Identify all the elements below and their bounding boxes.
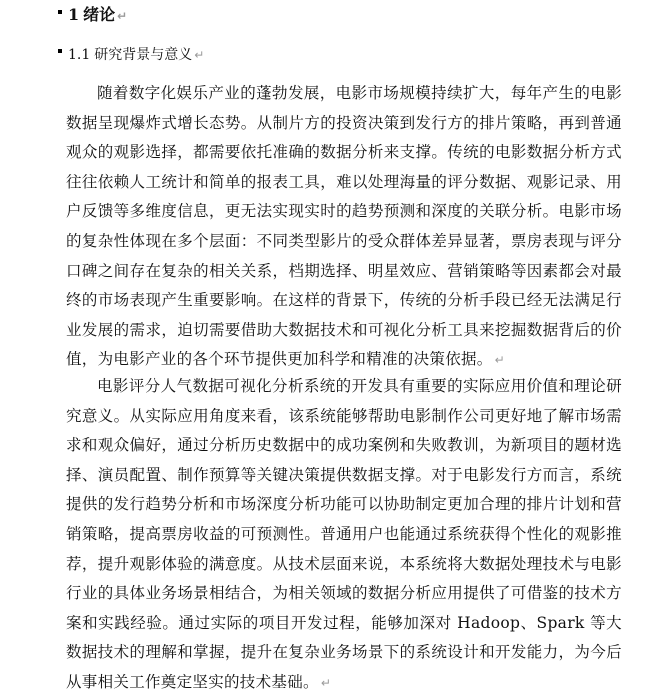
paragraph-bullet-icon <box>58 10 62 14</box>
paragraph-text: 随着数字化娱乐产业的蓬勃发展，电影市场规模持续扩大，每年产生的电影数据呈现爆炸式增长态势。从制片方的投资决策到发行方的排片策略，再到普通观众的观影选择，都需要依托准确的数据分析来支撑。传统的电影数据分析方式往往依赖人工统计和简单的报表工具，难以处理海量的评分数据、观影记录、用户反馈等多维度信息，更无法实现实时的趋势预测和深度的关联分析。电影市场的复杂性体现在多个层面：不同类型影片的受众群体差异显著，票房表现与评分口碑之间存在复杂的相关关系，档期选择、明星效应、营销策略等因素都会对最终的市场表现产生重要影响。在这样的背景下，传统的分析手段已经无法满足行业发展的需求，迫切需要借助大数据技术和可视化分析工具来挖掘数据背后的价值，为电影产业的各个环节提供更加科学和精准的决策依据。 <box>66 84 622 369</box>
section-title: 研究背景与意义 <box>94 47 193 63</box>
body-paragraph <box>66 372 622 699</box>
paragraph-mark-icon: ↵ <box>117 9 128 23</box>
chapter-heading <box>58 2 127 25</box>
paragraph-mark-icon: ↵ <box>194 48 205 62</box>
body-paragraph <box>66 79 622 376</box>
chapter-number: 1 <box>68 5 80 24</box>
paragraph-bullet-icon <box>58 49 62 53</box>
chapter-title: 绪论 <box>83 5 116 24</box>
paragraph-mark-icon: ↵ <box>494 353 505 368</box>
section-heading <box>58 44 204 64</box>
paragraph-text: 电影评分人气数据可视化分析系统的开发具有重要的实际应用价值和理论研究意义。从实际应用角度来看，该系统能够帮助电影制作公司更好地了解市场需求和观众偏好，通过分析历史数据中的成功案例和失败教训，为新项目的题材选择、演员配置、制作预算等关键决策提供数据支撑。对于电影发行方而言，系统提供的发行趋势分析和市场深度分析功能可以协助制定更加合理的排片计划和营销策略，提高票房收益的可预测性。普通用户也能通过系统获得个性化的观影推荐，提升观影体验的满意度。从技术层面来说，本系统将大数据处理技术与电影行业的具体业务场景相结合，为相关领域的数据分析应用提供了可借鉴的技术方案和实践经验。通过实际的项目开发过程，能够加深对 Hadoop、Spark 等大数据技术的理解和掌握，提升在复杂业务场景下的系统设计和开发能力，为今后从事相关工作奠定坚实的技术基础。 <box>66 377 622 691</box>
paragraph-mark-icon: ↵ <box>320 675 332 690</box>
section-number: 1.1 <box>68 47 91 63</box>
